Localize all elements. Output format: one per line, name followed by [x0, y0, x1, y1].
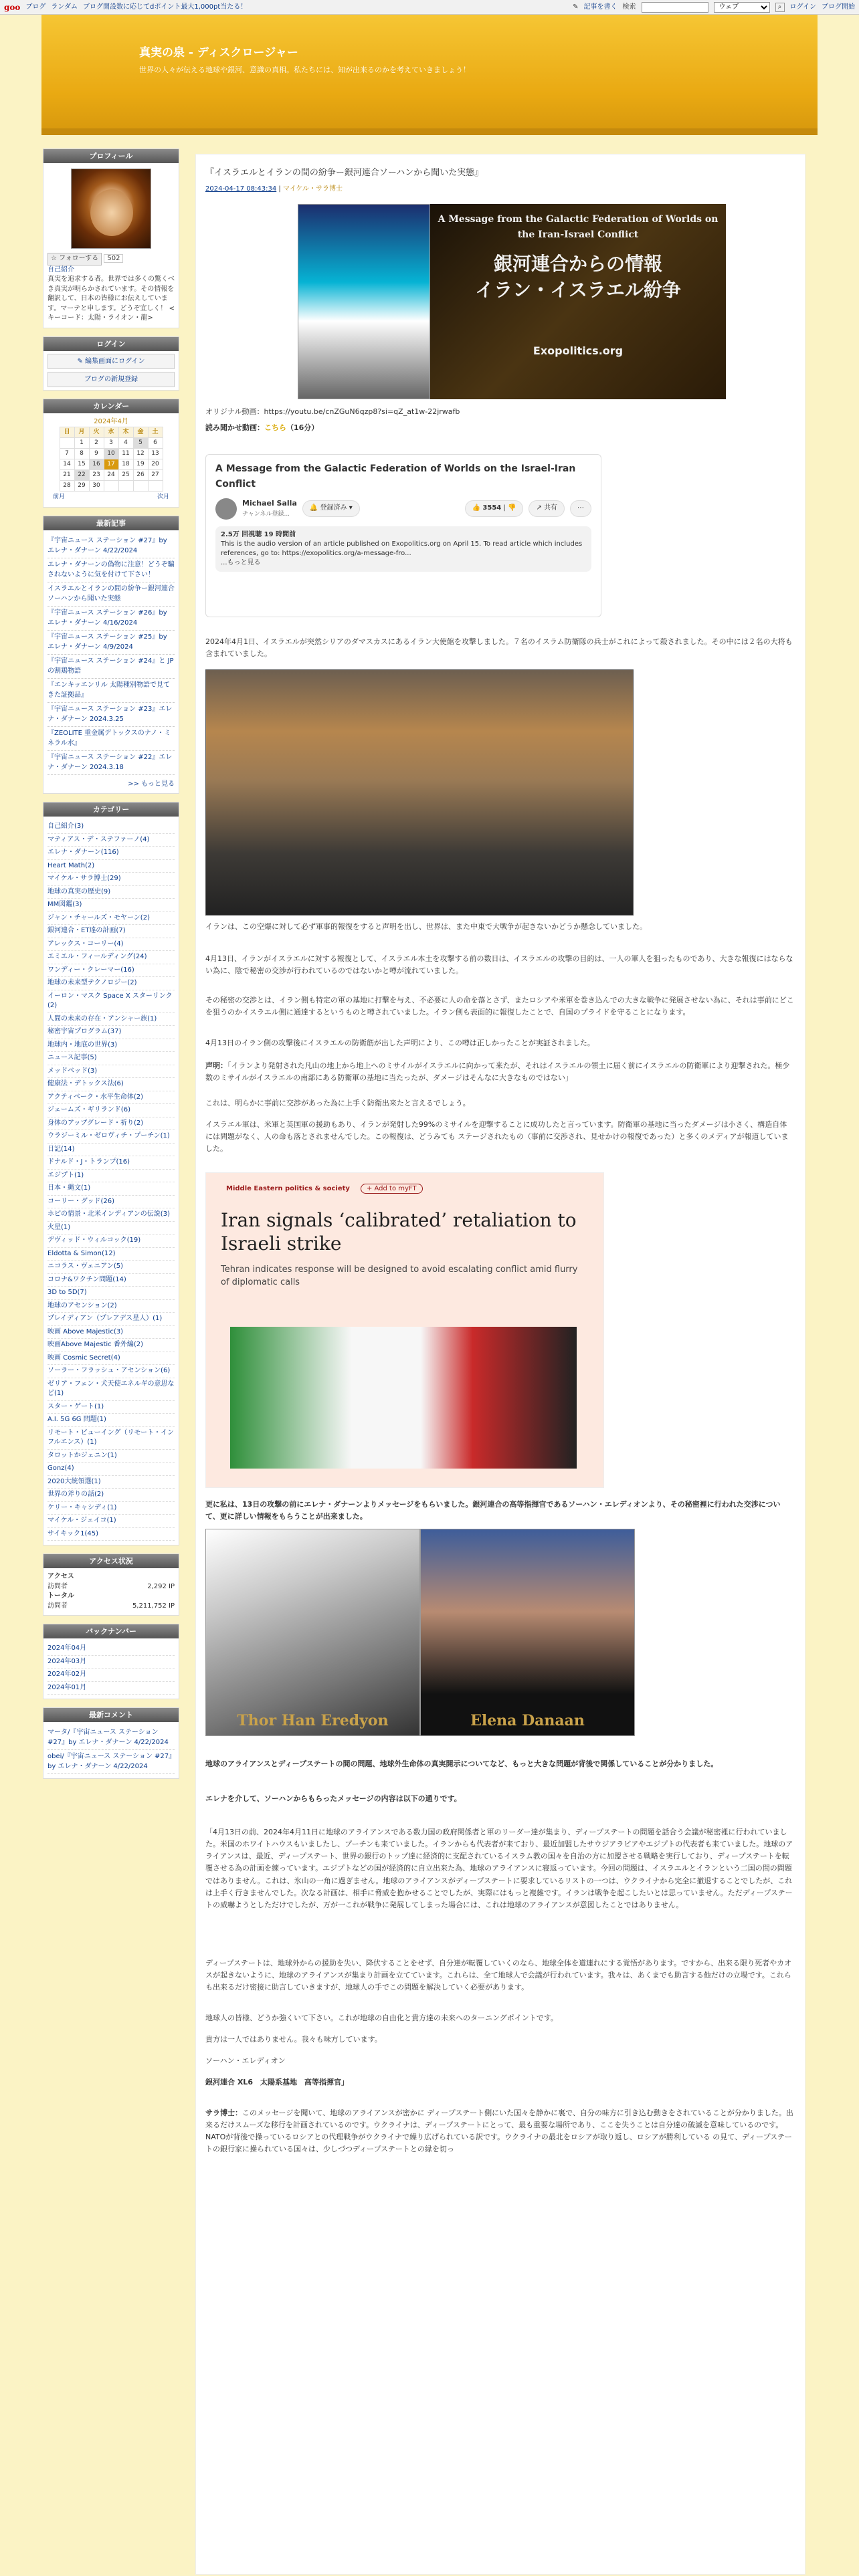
- category-link[interactable]: ニコラス・ヴェニアン(5): [47, 1261, 175, 1274]
- category-link[interactable]: 身体のアップグレード・祈り(2): [47, 1117, 175, 1131]
- category-link[interactable]: ニュース記事(5): [47, 1052, 175, 1065]
- category-link[interactable]: アクティベーク・水平生命体(2): [47, 1091, 175, 1105]
- backnumber-heading: バックナンバー: [43, 1624, 179, 1638]
- category-link[interactable]: 健康法・デトックス法(6): [47, 1078, 175, 1091]
- latest-heading: 最新記事: [43, 516, 179, 530]
- category-link[interactable]: 地球のアセンション(2): [47, 1300, 175, 1313]
- paragraph: 更に私は、13日の攻撃の前にエレナ・ダナーンよりメッセージをもらいました。銀河連合の高等指揮官であるソーハン・エレディオンより、その秘密裡に行われた交渉について、更に詳しい情報をもらうことが出来ました。: [205, 1500, 781, 1521]
- category-link[interactable]: イーロン・マスク Space X スターリンク(2): [47, 990, 175, 1013]
- category-link[interactable]: MM図鑑(3): [47, 899, 175, 912]
- follow-button[interactable]: ☆ フォローする: [47, 253, 102, 265]
- categories-heading: カテゴリー: [43, 802, 179, 817]
- profile-heading: プロフィール: [43, 149, 179, 163]
- damascus-strike-photo: [205, 669, 634, 916]
- paragraph: 地球のアライアンスとディープステートの間の問題、地球外生命体の真実開示についてなど、もっと大きな問題が背後で関係していることが分かりました。: [205, 1759, 719, 1768]
- show-more-link[interactable]: ...もっと見る: [221, 559, 261, 567]
- banner-site: Exopolitics.org: [533, 344, 624, 357]
- video-description[interactable]: [215, 526, 591, 572]
- topbar-link-promo[interactable]: ブログ開設数に応じてdポイント最大1,000pt当たる！: [83, 3, 248, 11]
- dow: 水: [104, 427, 118, 438]
- blog-header: [41, 15, 818, 135]
- category-link[interactable]: マティアス・デ・ステファーノ(4): [47, 834, 175, 847]
- search-scope-select[interactable]: [714, 2, 770, 13]
- backnumber-link[interactable]: 2024年02月: [47, 1669, 175, 1682]
- search-input[interactable]: [642, 2, 708, 13]
- sidebar: [43, 148, 179, 1787]
- ft-tag: Middle Eastern politics & society + Add to myFT: [221, 1184, 589, 1195]
- caption-thorhan: Thor Han Eredyon: [237, 1711, 389, 1729]
- category-link[interactable]: ドナルド・J・トランプ(16): [47, 1156, 175, 1170]
- category-link[interactable]: ケリー・キャシディ(1): [47, 1502, 175, 1515]
- total-label: トータル: [47, 1592, 74, 1600]
- more-options-icon[interactable]: ⋯: [570, 500, 591, 517]
- category-link[interactable]: リモート・ビューイング（リモート・インフルエンス）(1): [47, 1427, 175, 1450]
- backnumber-list: [43, 1638, 179, 1699]
- video-desc-text: This is the audio version of an article published on Exopolitics.org on April 15. To read article which includes references, go to: https://exopolitics.org/a-message-fro...: [221, 540, 583, 558]
- latest-post-link[interactable]: 『ZEOLITE 重金属デトックスのナノ・ミネラル水』: [47, 727, 175, 751]
- comment-link[interactable]: obei/『宇宙ニュース ステーション #27』by エレナ・ダナーン 4/22/2024: [47, 1750, 175, 1774]
- category-link[interactable]: 日本・縄文(1): [47, 1182, 175, 1196]
- message-paragraph: ディープステートは、地球外からの援助を失い、降伏することをせず、自分達が転覆していくのなら、地球全体を道連れにする覚悟があります。ですから、出来る限り死者やカオスが起きないように、地球のアライアンスが集まり計画を立てています。これらは、全て地球人で会議が行われています。我々は、あくまでも助言する他だけの立場です。これらも出来るだけ密接に助言していきますが、地球人の手でこの問題を解決していく必要があります。: [205, 1959, 792, 1992]
- flags-image: [230, 1327, 577, 1469]
- statement-paragraph: 声明：「イランより発射された凡山の地上から地上へのミサイルがイスラエルに向かって来たが、それはイスラエルの領土に届く前にイスラエルの防衛軍により迎撃された。極少数のミサイルがイスラエルの南部にある防衛軍の基地に当たったが、ダメージはそんなに大きなものではない」: [205, 1061, 790, 1083]
- access-label: アクセス: [47, 1573, 74, 1581]
- ft-add-button: + Add to myFT: [361, 1184, 423, 1194]
- reading-video-line: 読み聞かせ動画：こちら（16分）: [205, 423, 319, 432]
- original-video-line: オリジナル動画：https://youtu.be/cnZGuN6qzp8?si=qZ_at1w-22jrwafb: [205, 407, 460, 416]
- visitors-value: 2,292 IP: [147, 1582, 175, 1590]
- paragraph: イスラエル軍は、米軍と英国軍の援助もあり、イランが発射した99%のミサイルを迎撃することに成功したと言っています。防衛軍の基地に当ったダメージは小さく、構造自体には問題がなく、人の命も落とされませんでした。この報復は、どうみても ステージされたもの（事前に交渉され、見せかけの報復であった）と多くのメディアが報道していました。: [205, 1120, 789, 1154]
- paragraph: これは、明らかに事前に交渉があった為に上手く防衛出来たと言えるでしょう。: [205, 1099, 470, 1107]
- calendar-table: 日 月 火 水 木 金 土 1 2 3 4 5 6 7 8 9 10 11 12 13 14 15 16 17 18 19 20 21 22 23 24 25 26 27 28 29 30: [60, 427, 163, 492]
- category-list: [43, 817, 179, 1545]
- blog-start-link[interactable]: ブログ開始: [822, 3, 855, 11]
- latest-post-link[interactable]: 『宇宙ニュース ステーション #22』エレナ・ダナーン 2024.3.18: [47, 751, 175, 775]
- comments-box: [43, 1707, 179, 1779]
- share-icon: ↗: [536, 504, 544, 512]
- channel-subs: チャンネル登録...: [242, 511, 290, 518]
- caption-elena: Elena Danaan: [470, 1711, 585, 1729]
- top-bar: [0, 0, 859, 15]
- category-link[interactable]: 火星(1): [47, 1222, 175, 1235]
- category-link[interactable]: 自己紹介(3): [47, 821, 175, 834]
- category-link[interactable]: 地球内・地底の世界(3): [47, 1039, 175, 1053]
- category-link[interactable]: Eldotta & Simon(12): [47, 1248, 175, 1261]
- message-paragraph: 「4月13日の前、2024年4月11日に地球のアライアンスである数力国の政府関係者と軍のリーダー達が集まり、ディープステートの問題を話合う会議が秘密裡に行われていました。米国のホワイトハウスもいましたし、プーチンも来ていました。イランからも代表者が来ており、最近加盟したサウジアラビアやエジプトの代表者も来ていました。地球のアライアンスは、最近、ディープステート、世界の銀行のトップ達に経済的に支配されているイスラム教の国々を自治の方に加盟させる戦略を実行しており、ディープステートを転覆させる為の計画を練っています。エジプトなどの国が経済的に自立出来た為、地球のアライアンスに寝返っています。今回の問題は、イスラエルとイランという二国の間の問題ではありません。これは、氷山の一角に過ぎません。地球のアライアンスがディープステートに要求しているリストの一つは、ウクライナから完全に撤退することでしたが、これは上手く行きませんでした。次なる計画は、相手に脅威を抱かせることでしたが、実際にはもっと複雑です。イランは戦争を起こしたいとは思っていません。ただディープステートの威嚇ようとしただけでしたが、万が一これが戦争に発展してしまった場合には、これは地球のアライアンスが意図したことではありません。: [205, 1828, 793, 1909]
- galactic-figure-image: [298, 204, 430, 399]
- post-title[interactable]: 『イスラエルとイランの間の紛争ー銀河連合ソーハンから聞いた実態』: [205, 168, 484, 178]
- category-link[interactable]: コーリー・グッド(26): [47, 1196, 175, 1209]
- paragraph: 4月13日のイラン側の攻撃後にイスラエルの防衛筋が出した声明により、この噂は正しかったことが実証されました。: [205, 1039, 595, 1047]
- category-link[interactable]: プレイディアン（プレアデス星人）(1): [47, 1313, 175, 1326]
- calendar-day-link[interactable]: 5: [133, 438, 148, 449]
- category-link[interactable]: 地球の真実の歴史(9): [47, 886, 175, 899]
- goo-logo[interactable]: goo: [4, 2, 21, 12]
- total-visitors-value: 5,211,752 IP: [132, 1602, 175, 1610]
- backnumber-link[interactable]: 2024年04月: [47, 1642, 175, 1656]
- category-link[interactable]: Heart Math(2): [47, 860, 175, 873]
- follower-count: 502: [104, 254, 123, 263]
- category-link[interactable]: 銀河連合・ET達の計画(7): [47, 925, 175, 938]
- comment-link[interactable]: マータ/『宇宙ニュース ステーション #27』by エレナ・ダナーン 4/22/2024: [47, 1726, 175, 1750]
- video-title[interactable]: A Message from the Galactic Federation of Worlds on the Israel-Iran Conflict: [215, 463, 576, 490]
- paragraph: 4月13日、イランがイスラエルに対する報復として、イスラエル本土を攻撃する前の数日は、イスラエルの攻撃の目的は、一人の軍人を狙ったものであり、大きな報復にはならない為に、陰で秘密の交渉が行われているのではないかと噂が流れていました。: [205, 954, 793, 976]
- latest-post-link[interactable]: 『宇宙ニュース ステーション #24』と JP の割鶏物語: [47, 655, 175, 679]
- category-link[interactable]: 世界の斧りの話(2): [47, 1489, 175, 1502]
- youtube-embed[interactable]: [205, 454, 601, 617]
- paragraph: エレナを介して、ソーハンからもらったメッセージの内容は以下の通りです。: [205, 1794, 462, 1803]
- access-box: [43, 1553, 179, 1616]
- category-link[interactable]: ジャン・チャールズ・モヤーン(2): [47, 912, 175, 926]
- pencil-icon: ✎: [77, 357, 86, 365]
- total-visitors-label: 訪問者: [47, 1602, 68, 1610]
- banner-image: [298, 204, 726, 399]
- channel-name[interactable]: Michael Salla: [242, 499, 297, 508]
- category-link[interactable]: ジェームズ・ギリランド(6): [47, 1104, 175, 1117]
- category-link[interactable]: メッドベッド(3): [47, 1065, 175, 1079]
- category-link[interactable]: エミエル・フィールディング(24): [47, 951, 175, 964]
- search-icon[interactable]: ⌕: [775, 3, 785, 12]
- access-heading: アクセス状況: [43, 1554, 179, 1568]
- dow: 木: [118, 427, 133, 438]
- latest-post-link[interactable]: イスラエルとイランの間の紛争ー銀河連合ソーハンから聞いた実態: [47, 582, 175, 607]
- more-latest-link[interactable]: >> もっと見る: [128, 780, 175, 788]
- category-link[interactable]: エジプト(1): [47, 1170, 175, 1183]
- next-month-link[interactable]: 次月: [157, 494, 169, 500]
- latest-posts-box: [43, 516, 179, 794]
- post-category-link[interactable]: マイケル・サラ博士: [282, 185, 343, 193]
- category-link[interactable]: 2020大統領選(1): [47, 1476, 175, 1489]
- category-link[interactable]: Gonz(4): [47, 1463, 175, 1476]
- ft-headline: Iran signals ‘calibrated’ retaliation to Israeli strike: [221, 1208, 577, 1255]
- signature: ソーハン・エレディオン: [205, 2056, 286, 2065]
- banner-english-title: A Message from the Galactic Federation of Worlds on the Iran-Israel Conflict: [438, 214, 719, 241]
- category-link[interactable]: 地球の未来型テクノロジー(2): [47, 977, 175, 990]
- backnumber-link[interactable]: 2024年03月: [47, 1656, 175, 1669]
- thumbs-up-icon: 👍: [472, 504, 483, 512]
- post-article: 『イスラエルとイランの間の紛争ー銀河連合ソーハンから聞いた実態』 2024-04-17 08:43:34 | マイケル・サラ博士 A Message from the Galactic Federation of Worlds on the Iran-Israel Conflict 銀河連合からの情報 イラン・イスラエル紛争 Exopolitics.org オリジナル動画：https://youtu.be/cnZGuN6qzp8?si=qZ_at1w-22jrwafb 読み聞かせ動画：こちら（16分） A Message from the Galactic Federation of Worlds on the Israel-Iran Conflict Michael Salla チャンネル登録... 🔔 登録済み ▾ 👍 3554 | 👎 ↗ 共有 ⋯ 2.5万 回視聴 19 時間前 This is the audio version of an article published on Exopolitics.org on April 15. To read article which includes references, go to: https://exopolitics.org/a-message-fro... ...もっと見る 2024年4月1日、イスラエルが突然シリアのダマスカスにあるイラン大使館を攻撃しました。７名のイスラム防衛隊の兵士がこれによって殺されました。その中には２名の大将も含まれていました。 イランは、この空爆に対して必ず軍事的報復をすると声明を出し、世界は、また中東で大戦争が起きないかどうか懸念していました。 4月13日、イランがイスラエルに対する報復として、イスラエル本土を攻撃する前の数日は、イスラエルの攻撃の目的は、一人の軍人を狙ったものであり、大きな報復にはならない為に、陰で秘密の交渉が行われているのではないかと噂が流れていました。 その秘密の交渉とは、イラン側も特定の軍の基地に打撃を与え、不必要に人の命を落とさず、またロシアや米軍を巻き込んでの大きな戦争に発展させない為に、それは事前にどこを狙うのかイスラエル側に通達するというものと噂されていました。イラン側も表面的に報復したことで、自国のプライドを守ることになります。 4月13日のイラン側の攻撃後にイスラエルの防衛筋が出した声明により、この噂は正しかったことが実証されました。 声明：「イランより発射された凡山の地上から地上へのミサイルがイスラエルに向かって来たが、それはイスラエルの領土に届く前にイスラエルの防衛軍により迎撃された。極少数のミサイルがイスラエルの南部にある防衛軍の基地に当たったが、ダメージはそんなに大きなものではない」 これは、明らかに事前に交渉があった為に上手く防衛出来たと言えるでしょう。 イスラエル軍は、米軍と英国軍の援助もあり、イランが発射した99%のミサイルを迎撃することに成功したと言っています。防衛軍の基地に当ったダメージは小さく、構造自体には問題がなく、人の命も落とされませんでした。この報復は、どうみても ステージされたもの（事前に交渉され、見せかけの報復であった）と多くのメディアが報道していました。 Middle Eastern politics & society + Add to myFT Iran signals ‘calibrated’ retaliation to Israeli strike Tehran indicates response will be designed to avoid escalating conflict amid flurry of diplomatic calls 更に私は、13日の攻撃の前にエレナ・ダナーンよりメッセージをもらいました。銀河連合の高等指揮官であるソーハン・エレディオンより、その秘密裡に行われた交渉について、更に詳しい情報をもらうことが出来ました。 Thor Han Eredyon Elena Danaan 地球のアライアンスとディープステートの間の問題、地球外生命体の真実開示についてなど、もっと大きな問題が背後で関係していることが分かりました。 エレナを介して、ソーハンからもらったメッセージの内容は以下の通りです。 「4月13日の前、2024年4月11日に地球のアライアンスである数力国の政府関係者と軍のリーダー達が集まり、ディープステートの問題を話合う会議が秘密裡に行われていました。米国のホワイトハウスもいましたし、プーチンも来ていました。イランからも代表者が来ており、最近加盟したサウジアラビアやエジプトの代表者も来ていました。地球のアライアンスは、最近、ディープステート、世界の銀行のトップ達に経済的に支配されているイスラム教の国々を自治の方に加盟させる戦略を実行しており、ディープステートを転覆させる為の計画を練っています。エジプトなどの国が経済的に自立出来た為、地球のアライアンスに寝返っています。今回の問題は、イスラエルとイランという二国の間の問題ではありません。これは、氷山の一角に過ぎません。地球のアライアンスがディープステートに要求しているリストの一つは、ウクライナから完全に撤退することでしたが、これは上手く行きませんでした。次なる計画は、相手に脅威を抱かせることでしたが、実際にはもっと複雑です。イランは戦争を起こしたいとは思っていません。ただディープステートの威嚇ようとしただけでしたが、万が一これが戦争に発展してしまった場合には、これは地球のアライアンスが意図したことではありません。 ディープステートは、地球外からの援助を失い、降伏することをせず、自分達が転覆していくのなら、地球全体を道連れにする覚悟があります。ですから、出来る限り死者やカオスが起きないように、地球のアライアンスが集まり計画を立てています。これらは、全て地球人で会議が行われています。我々は、あくまでも助言する他だけの立場です。これらも出来るだけ密接に助言していきますが、地球人の手でこの問題を解決していく必要があります。 地球人の皆様、どうか強くいて下さい。これが地球の自由化と貴方達の未来へのターニングポイントです。 貴方は一人ではありません。我々も味方しています。 ソーハン・エレディオン 銀河連合 XL6 太陽系基地 高等指揮官」 サラ博士：このメッセージを聞いて、地球のアライアンスが密かに ディープステート側にいた国々を静かに裏で、自分の味方に引き込む動きをされていることが分かりました。出来るだけスムーズな移行を計画されているのです。ウクライナは、ディープステートにとって、最も重要な場所であり、ここを失うことは自分達の破滅を意味しているのです。NATOが背後で操っているロシアとの代理戦争がウクライナで繰り広げられている訳です。ウクライナの最北をロシアが取り返し、ロシアが勝利している の見て、ディープステートの銀行家に操られている国々は、少しづつディープステートとの縁を切っ: [195, 154, 805, 2575]
- calendar-box: [43, 399, 179, 508]
- category-link[interactable]: 映画 Above Majestic(3): [47, 1326, 175, 1339]
- dow: 土: [148, 427, 163, 438]
- category-link[interactable]: エレナ・ダナーン(116): [47, 847, 175, 860]
- calendar-heading: カレンダー: [43, 399, 179, 413]
- video-views: 2.5万 回視聴 19 時間前: [221, 531, 296, 539]
- category-link[interactable]: 映画Above Majestic 番外編(2): [47, 1339, 175, 1352]
- post-date: 2024-04-17 08:43:34: [205, 185, 277, 193]
- category-link[interactable]: ゼリア・フェン・犬天使エネルギの意思など(1): [47, 1378, 175, 1401]
- latest-post-link[interactable]: 『宇宙ニュース ステーション #27』by エレナ・ダナーン 4/22/2024: [47, 534, 175, 558]
- category-link[interactable]: 日記(14): [47, 1144, 175, 1157]
- backnumber-box: [43, 1624, 179, 1699]
- star-icon: ☆: [51, 255, 60, 262]
- category-link[interactable]: タロットかジェニン(1): [47, 1450, 175, 1463]
- login-heading: ログイン: [43, 337, 179, 351]
- message-paragraph: 貴方は一人ではありません。我々も味方しています。: [205, 2035, 382, 2044]
- paragraph: イランは、この空爆に対して必ず軍事的報復をすると声明を出し、世界は、また中東で大戦争が起きないかどうか懸念していました。: [205, 922, 647, 931]
- categories-box: [43, 802, 179, 1545]
- category-link[interactable]: 秘密宇宙プログラム(37): [47, 1026, 175, 1039]
- latest-post-link[interactable]: 『エンキッエンリル 太陽種別物語で見てきた証拠品』: [47, 679, 175, 703]
- reading-video-link[interactable]: こちら: [264, 423, 286, 432]
- category-link[interactable]: マイケル・サラ博士(29): [47, 873, 175, 886]
- avatar: [71, 169, 151, 249]
- salla-commentary: サラ博士：このメッセージを聞いて、地球のアライアンスが密かに ディープステート側にいた国々を静かに裏で、自分の味方に引き込む動きをされていることが分かりました。出来るだけスムーズな移行を計画されているのです。ウクライナは、ディープステートにとって、最も重要な場所であり、ここを失うことは自分達の破滅を意味しているのです。NATOが背後で操っているロシアとの代理戦争がウクライナで繰り広げられている訳です。ウクライナの最北をロシアが取り返し、ロシアが勝利している の見て、ディープステートの銀行家に操られている国々は、少しづつディープステートとの縁を切っ: [205, 2109, 793, 2154]
- category-link[interactable]: 映画 Cosmic Secret(4): [47, 1352, 175, 1366]
- dow: 日: [60, 427, 74, 438]
- banner-jp-line1: 銀河連合からの情報: [493, 253, 662, 276]
- pencil-icon: ✎: [573, 3, 579, 11]
- login-link[interactable]: ログイン: [789, 3, 816, 11]
- self-intro-link[interactable]: 自己紹介: [47, 265, 74, 274]
- category-link[interactable]: ソーラー・フラッシュ・アセンション(6): [47, 1365, 175, 1378]
- category-link[interactable]: ホピの情景・北米インディアンの伝説(3): [47, 1208, 175, 1222]
- category-link[interactable]: デヴィッド・ウィルコック(19): [47, 1235, 175, 1248]
- profile-text: 真実を追求する者。世界では多くの驚くべき真実が明らかされています。その情報を翻訳して、日本の皆様にお伝えしています。マーテと申します。どうぞ宜しく！ <キーコード：太陽・ライオン・龍>: [47, 276, 175, 322]
- category-link[interactable]: ウラジーミル・ゼロヴィチ・プーチン(1): [47, 1130, 175, 1144]
- topbar-link-blog[interactable]: ブログ: [25, 3, 46, 11]
- comment-list: [43, 1722, 179, 1778]
- category-link[interactable]: 3D to 5D(7): [47, 1287, 175, 1300]
- blog-title[interactable]: 真実の泉 - ディスクロージャー: [139, 46, 298, 60]
- bell-icon: 🔔: [309, 504, 320, 512]
- latest-post-link[interactable]: 『宇宙ニュース ステーション #23』エレナ・ダナーン 2024.3.25: [47, 703, 175, 727]
- banner-jp-line2: イラン・イスラエル紛争: [475, 278, 681, 301]
- ft-subheadline: Tehran indicates response will be designed to avoid escalating conflict amid flurry of diplomatic calls: [221, 1264, 578, 1287]
- category-link[interactable]: A.I. 5G 6G 問題(1): [47, 1414, 175, 1427]
- dow: 月: [74, 427, 89, 438]
- category-link[interactable]: スター・ゲート(1): [47, 1401, 175, 1414]
- message-paragraph: 地球人の皆様、どうか強くいて下さい。これが地球の自由化と貴方達の未来へのターニングポイントです。: [205, 2014, 558, 2022]
- new-blog-button[interactable]: ブログの新規登録: [47, 372, 175, 387]
- subscribed-button[interactable]: 🔔 登録済み ▾: [302, 500, 360, 517]
- prev-month-link[interactable]: 前月: [53, 494, 66, 500]
- dow: 金: [133, 427, 148, 438]
- ft-article-screenshot: [205, 1172, 604, 1488]
- paragraph: 2024年4月1日、イスラエルが突然シリアのダマスカスにあるイラン大使館を攻撃しました。７名のイスラム防衛隊の兵士がこれによって殺されました。その中には２名の大将も含まれていました。: [205, 637, 793, 659]
- category-link[interactable]: アレックス・コーリー(4): [47, 938, 175, 952]
- login-box: [43, 336, 179, 391]
- edit-login-button[interactable]: ✎ 編集画面にログイン: [47, 354, 175, 369]
- thumbs-down-icon: 👎: [507, 504, 516, 512]
- profile-box: [43, 148, 179, 328]
- thorhan-elena-image: [205, 1529, 635, 1736]
- category-link[interactable]: 人間の未来の存在・アンシャー族(1): [47, 1013, 175, 1027]
- backnumber-link[interactable]: 2024年01月: [47, 1682, 175, 1695]
- category-link[interactable]: サイキック1(45): [47, 1528, 175, 1541]
- category-link[interactable]: ワンディー・クレーマー(16): [47, 964, 175, 978]
- blog-description: 世界の人々が伝える地球や銀河、意識の真相。私たちには、知が出来るのかを考えていきましょう！: [139, 66, 470, 74]
- search-label: 検索: [622, 3, 636, 11]
- category-link[interactable]: マイケル・ジェイコ(1): [47, 1515, 175, 1528]
- write-post-link[interactable]: 記事を書く: [583, 3, 617, 11]
- channel-avatar[interactable]: [215, 498, 237, 520]
- calendar-month: 2024年4月: [94, 417, 128, 425]
- latest-post-link[interactable]: 『宇宙ニュース ステーション #26』by エレナ・ダナーン 4/16/2024: [47, 607, 175, 631]
- latest-list: [43, 530, 179, 779]
- dow: 火: [89, 427, 104, 438]
- category-link[interactable]: コロナ&ワクチン問題(14): [47, 1274, 175, 1287]
- topbar-link-random[interactable]: ランダム: [51, 3, 78, 11]
- signature-title: 銀河連合 XL6 太陽系基地 高等指揮官」: [205, 2078, 349, 2086]
- visitors-label: 訪問者: [47, 1582, 68, 1590]
- latest-post-link[interactable]: エレナ・ダナーンの偽物に注意！どうぞ騙されないように気を付けて下さい！: [47, 558, 175, 582]
- comments-heading: 最新コメント: [43, 1708, 179, 1722]
- latest-post-link[interactable]: 『宇宙ニュース ステーション #25』by エレナ・ダナーン 4/9/2024: [47, 631, 175, 655]
- paragraph: その秘密の交渉とは、イラン側も特定の軍の基地に打撃を与え、不必要に人の命を落とさず、またロシアや米軍を巻き込んでの大きな戦争に発展させない為に、それは事前にどこを狙うのかイスラエル側に通達するというものと噂されていました。イラン側も表面的に報復したことで、自国のプライドを守ることになります。: [205, 996, 794, 1017]
- like-button[interactable]: 👍 3554 | 👎: [465, 500, 524, 517]
- share-button[interactable]: ↗ 共有: [529, 500, 565, 517]
